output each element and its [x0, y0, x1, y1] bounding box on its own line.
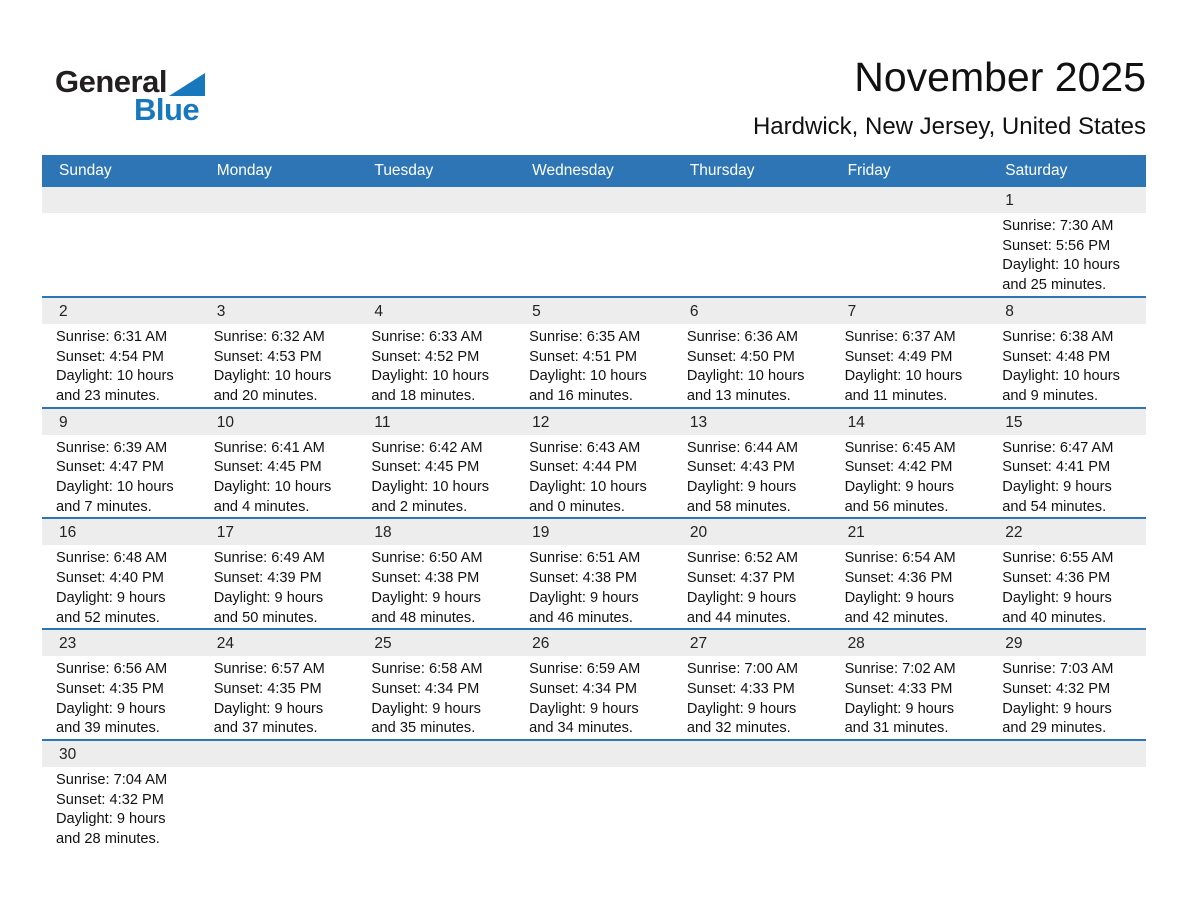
- day-detail-line: Daylight: 9 hours and 46 minutes.: [529, 589, 639, 626]
- day-number: 17: [200, 519, 358, 545]
- day-detail-line: Sunset: 4:54 PM: [56, 348, 164, 365]
- day-cell-21: [831, 519, 989, 628]
- day-cell-5: [515, 298, 673, 407]
- day-details: [988, 656, 1146, 739]
- day-detail-line: Sunrise: 7:04 AM: [56, 772, 168, 789]
- day-detail-line: Sunset: 4:32 PM: [56, 791, 164, 808]
- day-detail-line: Sunset: 4:33 PM: [686, 680, 795, 697]
- day-detail-line: Daylight: 9 hours and 29 minutes.: [1002, 700, 1112, 737]
- day-details: [200, 656, 358, 739]
- day-number: [200, 187, 358, 213]
- day-detail-line: Sunset: 4:43 PM: [686, 459, 795, 476]
- day-detail-line: Sunrise: 6:41 AM: [213, 439, 325, 456]
- day-detail-line: Sunset: 4:40 PM: [56, 570, 164, 587]
- page-header: [0, 0, 1188, 155]
- day-number: [673, 741, 831, 767]
- day-cell-empty: [673, 187, 831, 296]
- day-details: [988, 767, 1146, 771]
- day-cell-6: [673, 298, 831, 407]
- day-cell-7: [831, 298, 989, 407]
- day-details: [200, 213, 358, 217]
- day-number: 24: [200, 630, 358, 656]
- day-details: [831, 213, 989, 217]
- day-detail-line: Daylight: 9 hours and 28 minutes.: [56, 811, 166, 848]
- day-number: 28: [831, 630, 989, 656]
- day-number: 20: [673, 519, 831, 545]
- day-cell-16: [42, 519, 200, 628]
- day-details: [42, 545, 200, 628]
- day-number: [200, 741, 358, 767]
- day-number: [515, 741, 673, 767]
- day-number: [357, 187, 515, 213]
- weekday-header-thursday: Thursday: [689, 162, 755, 179]
- day-details: [357, 545, 515, 628]
- day-detail-line: Sunrise: 6:48 AM: [56, 550, 168, 567]
- day-detail-line: Sunset: 4:47 PM: [56, 459, 164, 476]
- day-number: 13: [673, 409, 831, 435]
- day-detail-line: Daylight: 10 hours and 2 minutes.: [371, 479, 490, 515]
- weekday-header-saturday: Saturday: [1005, 162, 1068, 179]
- day-number: 10: [200, 409, 358, 435]
- week-row: [42, 628, 1146, 739]
- day-detail-line: Daylight: 9 hours and 58 minutes.: [686, 479, 797, 515]
- day-detail-line: Sunrise: 6:49 AM: [213, 550, 325, 567]
- day-detail-line: Sunrise: 6:31 AM: [56, 328, 168, 345]
- day-cell-empty: [515, 187, 673, 296]
- week-row: [42, 739, 1146, 850]
- day-number: 9: [42, 409, 200, 435]
- day-cell-empty: [673, 741, 831, 850]
- day-number: [988, 741, 1146, 767]
- day-detail-line: Sunset: 4:50 PM: [686, 348, 795, 365]
- day-number: 19: [515, 519, 673, 545]
- weekday-header-monday: Monday: [216, 162, 272, 179]
- week-row: [42, 187, 1146, 296]
- day-detail-line: Daylight: 10 hours and 23 minutes.: [56, 368, 174, 404]
- day-detail-line: Sunset: 4:41 PM: [1002, 459, 1111, 476]
- day-details: [515, 435, 673, 518]
- day-detail-line: Daylight: 9 hours and 32 minutes.: [686, 700, 797, 737]
- day-details: [673, 324, 831, 407]
- day-details: [831, 435, 989, 518]
- day-number: 8: [988, 298, 1146, 324]
- day-detail-line: Daylight: 10 hours and 20 minutes.: [213, 368, 332, 404]
- day-number: 5: [515, 298, 673, 324]
- day-detail-line: Sunset: 4:44 PM: [529, 459, 638, 476]
- day-detail-line: Sunrise: 6:37 AM: [844, 328, 956, 345]
- weekday-header-friday: Friday: [847, 162, 891, 179]
- day-number: 11: [357, 409, 515, 435]
- logo: [55, 66, 205, 125]
- day-detail-line: Daylight: 10 hours and 25 minutes.: [1002, 257, 1120, 294]
- day-number: 23: [42, 630, 200, 656]
- day-cell-22: [988, 519, 1146, 628]
- day-number: 22: [988, 519, 1146, 545]
- day-details: [357, 656, 515, 739]
- day-number: 30: [42, 741, 200, 767]
- day-detail-line: Sunrise: 6:35 AM: [529, 328, 641, 345]
- day-detail-line: Daylight: 10 hours and 18 minutes.: [371, 368, 490, 404]
- weekday-header-wednesday: Wednesday: [532, 162, 614, 179]
- day-cell-empty: [200, 741, 358, 850]
- day-details: [42, 656, 200, 739]
- day-cell-empty: [357, 741, 515, 850]
- day-number: [42, 187, 200, 213]
- day-detail-line: Sunset: 4:35 PM: [213, 680, 322, 697]
- day-cell-28: [831, 630, 989, 739]
- day-cell-29: [988, 630, 1146, 739]
- day-cell-30: [42, 741, 200, 850]
- logo-text-blue: Blue: [134, 92, 200, 127]
- day-detail-line: Sunrise: 6:56 AM: [56, 661, 168, 678]
- day-cell-empty: [357, 187, 515, 296]
- day-detail-line: Sunset: 4:33 PM: [844, 680, 953, 697]
- day-detail-line: Daylight: 9 hours and 35 minutes.: [371, 700, 481, 737]
- day-detail-line: Daylight: 10 hours and 4 minutes.: [213, 479, 332, 515]
- day-detail-line: Daylight: 10 hours and 9 minutes.: [1002, 368, 1120, 404]
- day-detail-line: Sunrise: 7:02 AM: [844, 661, 956, 678]
- day-details: [42, 213, 200, 217]
- day-detail-line: Sunrise: 6:50 AM: [371, 550, 483, 567]
- day-detail-line: Sunrise: 6:45 AM: [844, 439, 956, 456]
- day-details: [988, 213, 1146, 296]
- day-number: [831, 741, 989, 767]
- day-details: [357, 324, 515, 407]
- day-detail-line: Sunset: 4:38 PM: [371, 570, 480, 587]
- day-detail-line: Sunset: 4:53 PM: [213, 348, 322, 365]
- day-detail-line: Sunset: 5:56 PM: [1002, 237, 1111, 254]
- day-details: [357, 213, 515, 217]
- day-detail-line: Daylight: 9 hours and 40 minutes.: [1002, 589, 1112, 626]
- day-detail-line: Daylight: 9 hours and 50 minutes.: [213, 589, 324, 626]
- day-cell-11: [357, 409, 515, 518]
- day-number: 16: [42, 519, 200, 545]
- day-cell-27: [673, 630, 831, 739]
- day-details: [673, 545, 831, 628]
- day-number: 25: [357, 630, 515, 656]
- day-detail-line: Sunrise: 6:59 AM: [529, 661, 641, 678]
- day-details: [515, 545, 673, 628]
- calendar-weeks: [42, 187, 1146, 850]
- day-detail-line: Sunset: 4:39 PM: [213, 570, 322, 587]
- day-cell-13: [673, 409, 831, 518]
- day-detail-line: Sunrise: 6:33 AM: [371, 328, 483, 345]
- day-details: [200, 545, 358, 628]
- day-number: 26: [515, 630, 673, 656]
- day-cell-23: [42, 630, 200, 739]
- day-number: 15: [988, 409, 1146, 435]
- day-cell-18: [357, 519, 515, 628]
- day-detail-line: Sunset: 4:36 PM: [1002, 570, 1111, 587]
- day-detail-line: Sunrise: 7:30 AM: [1002, 218, 1114, 234]
- day-detail-line: Daylight: 10 hours and 16 minutes.: [529, 368, 647, 404]
- day-details: [200, 767, 358, 771]
- day-detail-line: Sunrise: 6:36 AM: [686, 328, 798, 345]
- day-detail-line: Daylight: 9 hours and 56 minutes.: [844, 479, 955, 515]
- day-number: 12: [515, 409, 673, 435]
- day-detail-line: Sunset: 4:45 PM: [371, 459, 480, 476]
- day-details: [673, 213, 831, 217]
- day-cell-14: [831, 409, 989, 518]
- day-detail-line: Sunrise: 6:54 AM: [844, 550, 956, 567]
- day-detail-line: Sunrise: 6:58 AM: [371, 661, 483, 678]
- day-cell-26: [515, 630, 673, 739]
- day-detail-line: Sunrise: 7:03 AM: [1002, 661, 1114, 678]
- weekday-header-tuesday: Tuesday: [374, 162, 434, 179]
- calendar: [42, 155, 1146, 850]
- day-detail-line: Sunrise: 6:39 AM: [56, 439, 168, 456]
- day-cell-empty: [200, 187, 358, 296]
- day-details: [831, 324, 989, 407]
- day-detail-line: Daylight: 10 hours and 7 minutes.: [56, 479, 174, 515]
- day-detail-line: Daylight: 9 hours and 54 minutes.: [1002, 479, 1112, 515]
- day-detail-line: Daylight: 10 hours and 13 minutes.: [686, 368, 805, 404]
- day-details: [42, 767, 200, 850]
- day-cell-empty: [42, 187, 200, 296]
- day-cell-10: [200, 409, 358, 518]
- day-details: [988, 435, 1146, 518]
- day-details: [988, 545, 1146, 628]
- day-detail-line: Sunrise: 6:51 AM: [529, 550, 641, 567]
- day-cell-25: [357, 630, 515, 739]
- week-row: [42, 517, 1146, 628]
- day-detail-line: Sunrise: 6:38 AM: [1002, 328, 1114, 345]
- page-title: November 2025: [854, 54, 1146, 100]
- week-row: [42, 296, 1146, 407]
- day-details: [42, 435, 200, 518]
- day-cell-empty: [988, 741, 1146, 850]
- day-cell-4: [357, 298, 515, 407]
- day-details: [357, 767, 515, 771]
- day-detail-line: Daylight: 9 hours and 44 minutes.: [686, 589, 797, 626]
- day-details: [200, 435, 358, 518]
- page-subtitle: Hardwick, New Jersey, United States: [752, 113, 1146, 140]
- day-number: 18: [357, 519, 515, 545]
- day-number: 7: [831, 298, 989, 324]
- day-details: [988, 324, 1146, 407]
- day-cell-empty: [831, 741, 989, 850]
- day-details: [515, 656, 673, 739]
- day-detail-line: Sunset: 4:32 PM: [1002, 680, 1111, 697]
- weekday-header-row: [42, 155, 1146, 187]
- day-detail-line: Sunrise: 6:44 AM: [686, 439, 798, 456]
- day-cell-empty: [831, 187, 989, 296]
- day-details: [515, 324, 673, 407]
- day-detail-line: Sunrise: 6:57 AM: [213, 661, 325, 678]
- day-details: [515, 213, 673, 217]
- day-detail-line: Sunset: 4:48 PM: [1002, 348, 1111, 365]
- day-detail-line: Sunset: 4:51 PM: [529, 348, 638, 365]
- day-cell-24: [200, 630, 358, 739]
- day-detail-line: Daylight: 9 hours and 52 minutes.: [56, 589, 166, 626]
- day-detail-line: Daylight: 9 hours and 42 minutes.: [844, 589, 955, 626]
- day-number: 3: [200, 298, 358, 324]
- day-number: 2: [42, 298, 200, 324]
- day-detail-line: Sunset: 4:37 PM: [686, 570, 795, 587]
- day-details: [357, 435, 515, 518]
- day-details: [673, 767, 831, 771]
- day-detail-line: Daylight: 10 hours and 0 minutes.: [529, 479, 647, 515]
- day-detail-line: Daylight: 9 hours and 34 minutes.: [529, 700, 639, 737]
- day-number: [673, 187, 831, 213]
- day-cell-19: [515, 519, 673, 628]
- day-cell-1: [988, 187, 1146, 296]
- day-detail-line: Sunset: 4:52 PM: [371, 348, 480, 365]
- day-detail-line: Sunset: 4:36 PM: [844, 570, 953, 587]
- day-detail-line: Sunrise: 6:42 AM: [371, 439, 483, 456]
- day-cell-15: [988, 409, 1146, 518]
- weekday-header-sunday: Sunday: [59, 162, 112, 179]
- day-number: 27: [673, 630, 831, 656]
- day-details: [515, 767, 673, 771]
- day-detail-line: Daylight: 9 hours and 48 minutes.: [371, 589, 481, 626]
- day-number: [831, 187, 989, 213]
- day-number: [357, 741, 515, 767]
- day-detail-line: Sunset: 4:49 PM: [844, 348, 953, 365]
- day-cell-9: [42, 409, 200, 518]
- day-detail-line: Sunrise: 6:52 AM: [686, 550, 798, 567]
- day-cell-12: [515, 409, 673, 518]
- day-cell-empty: [515, 741, 673, 850]
- logo-text-general: General: [55, 64, 167, 99]
- day-details: [831, 767, 989, 771]
- day-details: [831, 545, 989, 628]
- day-details: [673, 656, 831, 739]
- day-number: 29: [988, 630, 1146, 656]
- day-detail-line: Sunset: 4:38 PM: [529, 570, 638, 587]
- day-detail-line: Sunrise: 6:47 AM: [1002, 439, 1114, 456]
- day-number: 1: [988, 187, 1146, 213]
- day-detail-line: Daylight: 10 hours and 11 minutes.: [844, 368, 963, 404]
- day-detail-line: Sunrise: 6:32 AM: [213, 328, 325, 345]
- day-detail-line: Daylight: 9 hours and 39 minutes.: [56, 700, 166, 737]
- day-detail-line: Sunset: 4:34 PM: [371, 680, 480, 697]
- day-number: [515, 187, 673, 213]
- day-cell-17: [200, 519, 358, 628]
- day-detail-line: Sunset: 4:42 PM: [844, 459, 953, 476]
- day-details: [200, 324, 358, 407]
- day-cell-3: [200, 298, 358, 407]
- title-block: [753, 54, 1146, 141]
- day-number: 21: [831, 519, 989, 545]
- day-detail-line: Daylight: 9 hours and 37 minutes.: [213, 700, 324, 737]
- day-number: 6: [673, 298, 831, 324]
- day-cell-8: [988, 298, 1146, 407]
- day-detail-line: Sunset: 4:34 PM: [529, 680, 638, 697]
- day-detail-line: Sunset: 4:45 PM: [213, 459, 322, 476]
- day-number: 4: [357, 298, 515, 324]
- day-detail-line: Sunrise: 6:43 AM: [529, 439, 641, 456]
- day-details: [831, 656, 989, 739]
- day-details: [673, 435, 831, 518]
- day-detail-line: Sunrise: 6:55 AM: [1002, 550, 1114, 567]
- day-detail-line: Daylight: 9 hours and 31 minutes.: [844, 700, 955, 737]
- day-cell-20: [673, 519, 831, 628]
- day-cell-2: [42, 298, 200, 407]
- day-details: [42, 324, 200, 407]
- day-detail-line: Sunset: 4:35 PM: [56, 680, 164, 697]
- day-detail-line: Sunrise: 7:00 AM: [686, 661, 798, 678]
- week-row: [42, 407, 1146, 518]
- day-number: 14: [831, 409, 989, 435]
